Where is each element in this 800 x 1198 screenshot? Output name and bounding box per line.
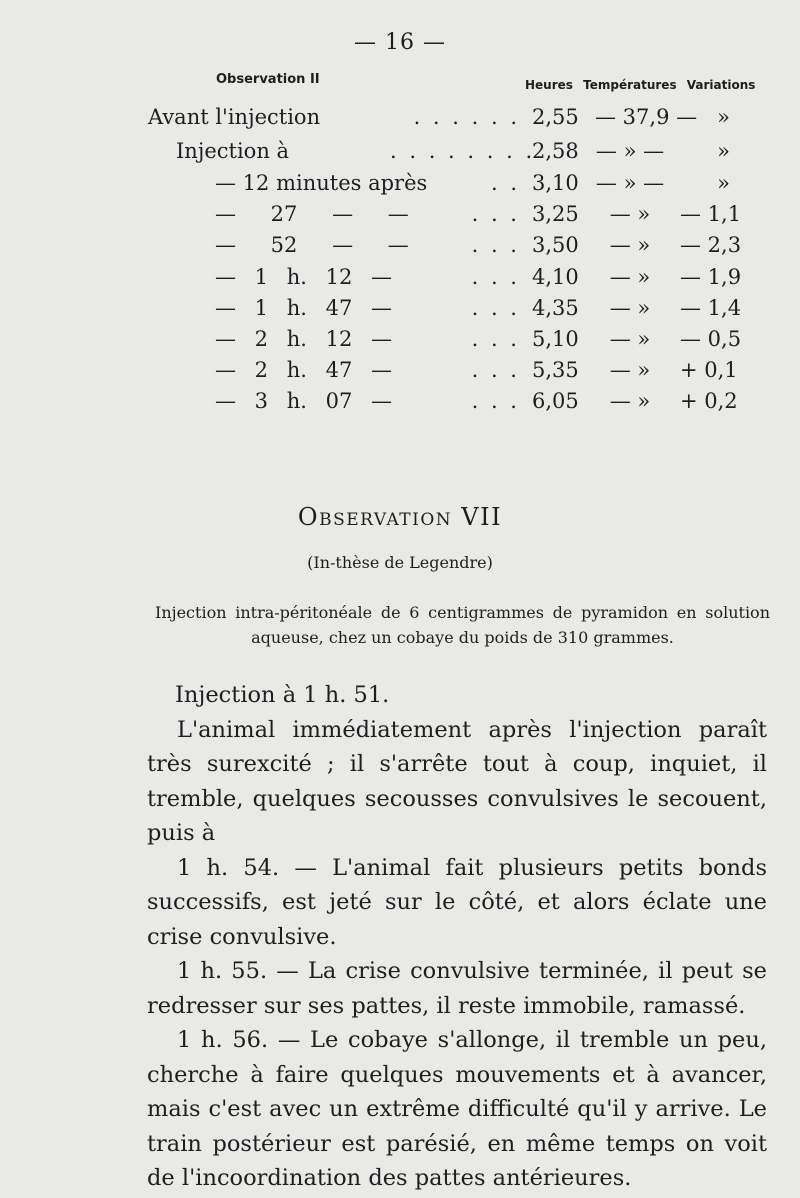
row-time: 5,35 <box>532 358 579 382</box>
row-variation: — 0,5 <box>680 327 742 351</box>
table-row <box>0 136 800 166</box>
row-time: 6,05 <box>532 389 579 413</box>
row-label: — 2 h. 12 — <box>215 327 392 351</box>
row-variation: » <box>717 171 730 195</box>
table-row <box>0 102 800 132</box>
row-temperature: — » <box>609 202 651 226</box>
row-label: Injection à <box>176 139 290 163</box>
page-number: — 16 — <box>354 30 446 55</box>
paragraph: 1 h. 56. — Le cobaye s'allonge, il tremble un peu, cherche à faire quelques mouvements et à avancer, mais c'est avec un extrême difficulté qu'il y arrive. Le train postérieur est parésié, en même temps on voit de l'incoordination des pattes antérieures. <box>147 1027 767 1191</box>
observation-intro: Injection intra-péritonéale de 6 centigrammes de pyramidon en solution aqueuse, chez un cobaye du poids de 310 grammes. <box>155 603 770 647</box>
row-label: — 3 h. 07 — <box>215 389 392 413</box>
row-time: 4,35 <box>532 296 579 320</box>
row-dots: . . . <box>471 265 520 289</box>
row-label: — 12 minutes après <box>215 171 428 195</box>
table-row <box>0 199 800 229</box>
row-time: 2,55 <box>532 105 579 129</box>
row-dots: . . . <box>471 296 520 320</box>
row-dots: . . . . . . . . <box>390 139 536 163</box>
row-time: 3,50 <box>532 233 579 257</box>
paragraph: Injection à 1 h. 51. <box>175 682 390 708</box>
row-dots: . . . <box>471 233 520 257</box>
table-row <box>0 355 800 385</box>
row-temperature: — » <box>609 327 651 351</box>
row-label: Avant l'injection <box>148 105 321 129</box>
row-variation: — 1,1 <box>680 202 742 226</box>
row-time: 3,10 <box>532 171 579 195</box>
observation-title: Observation VII <box>297 503 503 531</box>
row-variation: — 2,3 <box>680 233 742 257</box>
row-dots: . . . <box>471 202 520 226</box>
row-variation: — 1,9 <box>680 265 742 289</box>
table-column-headers <box>525 78 761 92</box>
observation-subtitle: (In-thèse de Legendre) <box>307 553 493 572</box>
row-time: 4,10 <box>532 265 579 289</box>
row-temperature: — 37,9 — <box>595 105 698 129</box>
row-label: — 1 h. 12 — <box>215 265 392 289</box>
row-variation: — 1,4 <box>680 296 742 320</box>
row-variation: » <box>717 105 730 129</box>
row-temperature: — » <box>609 296 651 320</box>
table-row <box>0 324 800 354</box>
row-temperature: — » <box>609 389 651 413</box>
paragraph: 1 h. 54. — L'animal fait plusieurs petits bonds successifs, est jeté sur le côté, et alors éclate une crise convulsive. <box>147 854 767 950</box>
row-temperature: — » <box>609 358 651 382</box>
paragraph: L'animal immédiatement après l'injection paraît très surexcité ; il s'arrête tout à coup, inquiet, il tremble, quelques secousses convulsives le secouent, puis à <box>147 716 767 846</box>
table-row <box>0 262 800 292</box>
column-header-temperatures: Températures <box>583 78 677 92</box>
column-header-hours: Heures <box>525 78 573 92</box>
row-label: — 27 — — <box>215 202 409 226</box>
row-variation: » <box>717 139 730 163</box>
row-label: — 52 — — <box>215 233 409 257</box>
row-label: — 2 h. 47 — <box>215 358 392 382</box>
body-text <box>147 678 767 1196</box>
row-temperature: — » — <box>595 139 665 163</box>
column-header-variations: Variations <box>686 78 756 92</box>
table-row <box>0 230 800 260</box>
table-row <box>0 386 800 416</box>
table-label: Observation II <box>216 72 320 87</box>
row-dots: . . . <box>471 358 520 382</box>
row-variation: + 0,1 <box>680 358 738 382</box>
table-row <box>0 293 800 323</box>
row-dots: . . . <box>471 389 520 413</box>
row-temperature: — » <box>609 265 651 289</box>
row-time: 5,10 <box>532 327 579 351</box>
row-time: 2,58 <box>532 139 579 163</box>
paragraph: 1 h. 55. — La crise convulsive terminée, il peut se redresser sur ses pattes, il reste immobile, ramassé. <box>147 958 767 1019</box>
table-row <box>0 168 800 198</box>
row-temperature: — » <box>609 233 651 257</box>
row-time: 3,25 <box>532 202 579 226</box>
row-variation: + 0,2 <box>680 389 738 413</box>
row-dots: . . . <box>471 327 520 351</box>
row-temperature: — » — <box>595 171 665 195</box>
row-label: — 1 h. 47 — <box>215 296 392 320</box>
row-dots: . . . . . . <box>413 105 520 129</box>
row-dots: . . <box>490 171 520 195</box>
